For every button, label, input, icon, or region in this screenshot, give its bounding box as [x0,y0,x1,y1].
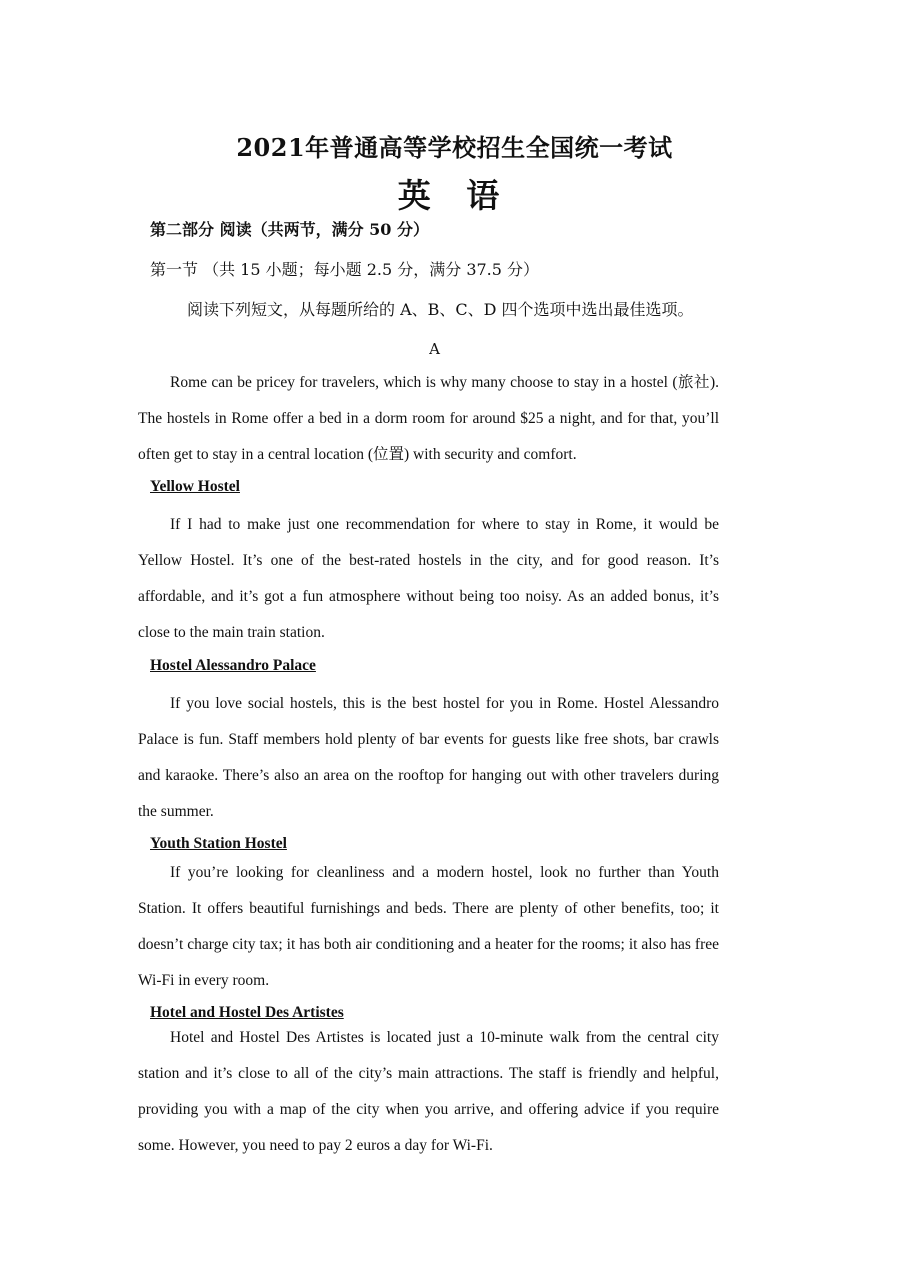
hostel-title-des-artistes: Hotel and Hostel Des Artistes [150,1004,344,1021]
hostel-description-alessandro: If you love social hostels, this is the best hostel for you in Rome. Hostel Alessandro Palace is fun. Staff members hold plenty of bar events for guests like free shots, bar crawls and karaoke. There’s also an area on the rooftop for hanging out with other travelers during the summer. [138,695,719,820]
hostel-description-des-artistes: Hotel and Hostel Des Artistes is located just a 10-minute walk from the central city station and it’s close to all of the city’s main attractions. The staff is friendly and helpful, providing you with a map of the city when you arrive, and offering advice if you require some. However, you need to pay 2 euros a day for Wi-Fi. [138,1029,719,1154]
passage-label: A [429,340,440,358]
passage-intro: Rome can be pricey for travelers, which is why many choose to stay in a hostel (旅社). The hostels in Rome offer a bed in a dorm room for around $25 a night, and for that, you’ll often get to stay in a central location (位置) with security and comfort. [138,374,719,463]
subject-title: 英 语 [397,176,512,215]
exam-title: 2021年普通高等学校招生全国统一考试 [236,133,673,162]
hostel-title-alessandro: Hostel Alessandro Palace [150,657,316,674]
hostel-title-yellow: Yellow Hostel [150,478,240,495]
section-heading: 第一节 （共 15 小题；每小题 2.5 分，满分 37.5 分） [150,260,540,279]
hostel-description-youth-station: If you’re looking for cleanliness and a modern hostel, look no further than Youth Station. It offers beautiful furnishings and beds. There are plenty of other benefits, too; it doesn’t charge city tax; it has both air conditioning and a heater for the rooms; it also has free Wi-Fi in every room. [138,864,719,989]
hostel-description-yellow: If I had to make just one recommendation for where to stay in Rome, it would be Yellow Hostel. It’s one of the best-rated hostels in the city, and for good reason. It’s affordable, and it’s got a fun atmosphere without being too noisy. As an added bonus, it’s close to the main train station. [138,516,719,641]
part-heading: 第二部分 阅读（共两节，满分 50 分） [150,220,429,239]
hostel-title-youth-station: Youth Station Hostel [150,835,287,852]
section-instructions: 阅读下列短文，从每题所给的 A、B、C、D 四个选项中选出最佳选项。 [187,300,694,319]
